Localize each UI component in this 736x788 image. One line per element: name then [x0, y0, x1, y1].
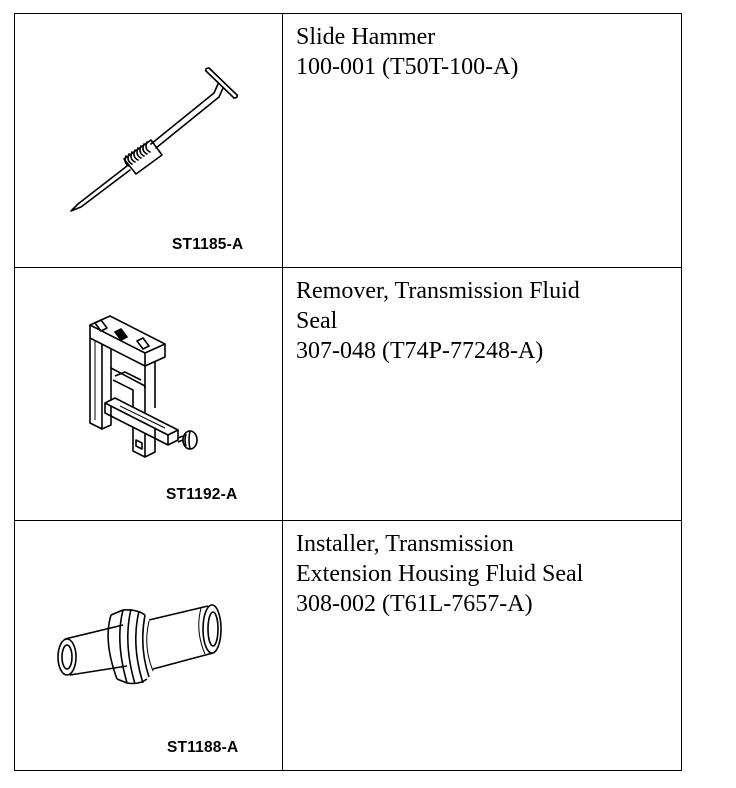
tool-row-seal-installer [15, 520, 681, 771]
ref-code: ST1192-A [166, 486, 238, 503]
tool-description [283, 521, 681, 771]
tool-image-cell [15, 268, 283, 520]
tool-row-slide-hammer [15, 14, 681, 267]
slide-hammer-icon [15, 14, 283, 267]
tool-name-line: Remover, Transmission Fluid [296, 278, 580, 304]
seal-remover-icon [15, 268, 283, 521]
tool-name-line: Seal [296, 308, 338, 334]
tool-description [283, 14, 681, 267]
tool-number-line: 307-048 (T74P-77248-A) [296, 338, 544, 364]
tool-image-cell [15, 14, 283, 267]
tool-name-line: Slide Hammer [296, 24, 436, 50]
seal-installer-icon [15, 521, 283, 772]
ref-code: ST1188-A [167, 739, 239, 756]
tool-number-line: 308-002 (T61L-7657-A) [296, 591, 533, 617]
tool-name-line: Installer, Transmission [296, 531, 514, 557]
tool-image-cell [15, 521, 283, 771]
ref-code: ST1185-A [172, 236, 244, 253]
tool-description [283, 268, 681, 520]
tool-row-seal-remover [15, 267, 681, 520]
tool-table [14, 13, 682, 771]
tool-number-line: 100-001 (T50T-100-A) [296, 54, 519, 80]
tool-name-line: Extension Housing Fluid Seal [296, 561, 584, 587]
